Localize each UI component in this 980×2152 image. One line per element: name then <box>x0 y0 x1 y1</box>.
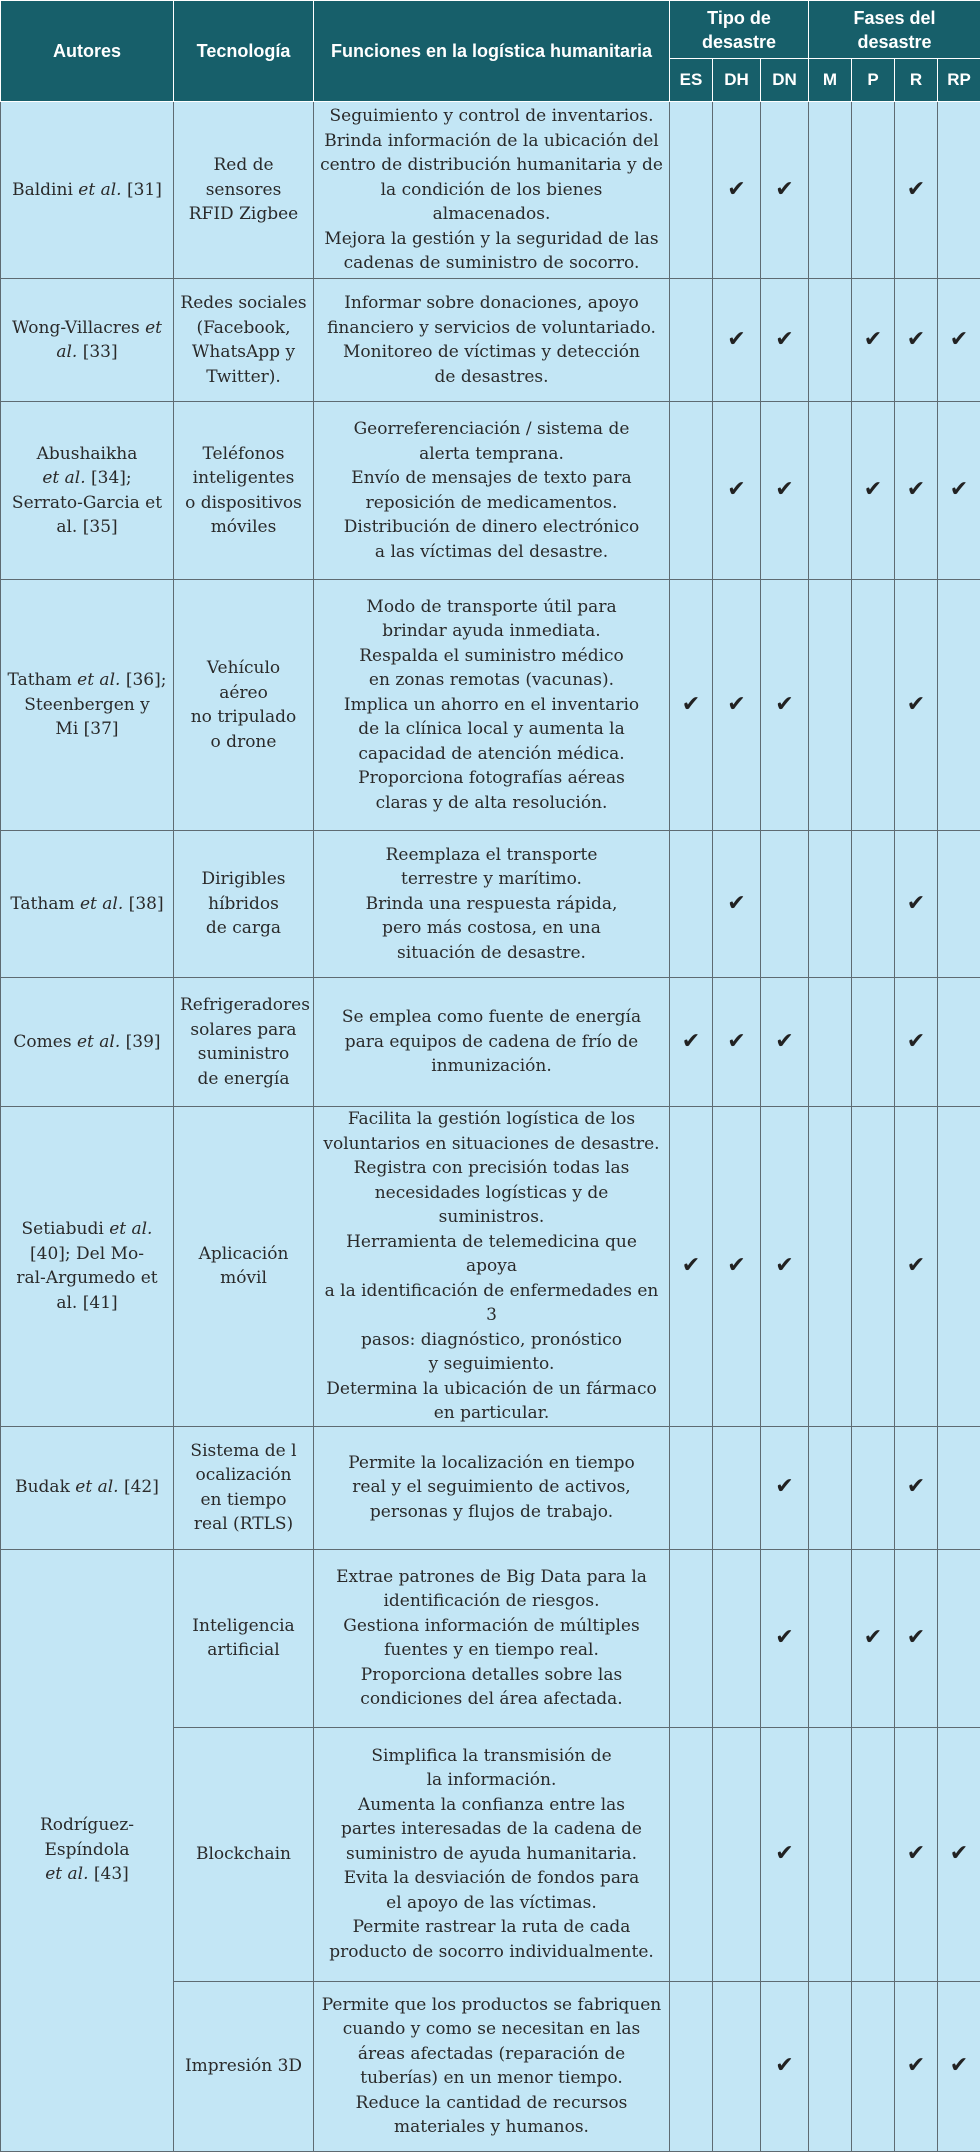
check-dn: ✔ <box>761 1727 809 1981</box>
check-m <box>809 1981 852 2151</box>
check-m <box>809 1549 852 1727</box>
table-row <box>1 978 980 1107</box>
check-dn: ✔ <box>761 279 809 402</box>
technology-cell: Dirigibles híbridos de carga <box>174 831 314 978</box>
header-fases-desastre: Fases del desastre <box>809 1 980 59</box>
check-p: ✔ <box>852 279 895 402</box>
author-etal: et al. <box>109 1219 152 1239</box>
author-cell <box>1 279 174 402</box>
functions-cell: Facilita la gestión logística de los voluntarios en situaciones de desastre. Registra con precisión todas las necesidades logísticas y de suministros. Herramienta de telemedicina que apoya a la identificación de enfermedades en 3 pasos: diagnóstico, pronóstico y seguimiento. Determina la ubicación de un fármaco en particular. <box>314 1107 670 1427</box>
check-m <box>809 279 852 402</box>
check-rp: ✔ <box>938 1981 980 2151</box>
technology-text-end: Zigbee <box>234 204 299 224</box>
check-rp <box>938 831 980 978</box>
table-header <box>1 1 980 102</box>
author-etal: et al. <box>78 180 121 200</box>
check-p <box>852 831 895 978</box>
functions-cell: Informar sobre donaciones, apoyo financiero y servicios de voluntariado. Monitoreo de víctimas y detección de desastres. <box>314 279 670 402</box>
functions-cell: Extrae patrones de Big Data para la identificación de riesgos. Gestiona información de múltiples fuentes y en tiempo real. Proporciona detalles sobre las condiciones del área afectada. <box>314 1549 670 1727</box>
author-name: Comes <box>13 1032 77 1052</box>
author-ref: [40]; Del Mo- ral-Argumedo et al. [41] <box>16 1244 157 1313</box>
check-dn: ✔ <box>761 1981 809 2151</box>
functions-cell: Georreferenciación / sistema de alerta temprana. Envío de mensajes de texto para reposición de medicamentos. Distribución de dinero electrónico a las víctimas del desastre. <box>314 402 670 580</box>
header-rp: RP <box>938 59 980 102</box>
check-r: ✔ <box>895 1727 938 1981</box>
check-r: ✔ <box>895 1107 938 1427</box>
check-m <box>809 978 852 1107</box>
check-r: ✔ <box>895 1981 938 2151</box>
author-cell <box>1 831 174 978</box>
check-dh <box>713 1549 761 1727</box>
check-p <box>852 1981 895 2151</box>
check-r: ✔ <box>895 831 938 978</box>
check-m <box>809 402 852 580</box>
check-p <box>852 1107 895 1427</box>
header-tipo-desastre: Tipo de desastre <box>670 1 809 59</box>
check-p: ✔ <box>852 402 895 580</box>
check-es: ✔ <box>670 978 713 1107</box>
check-dn: ✔ <box>761 1107 809 1427</box>
check-es <box>670 1426 713 1549</box>
check-dn: ✔ <box>761 102 809 279</box>
author-cell <box>1 1549 174 2151</box>
check-r: ✔ <box>895 402 938 580</box>
author-cell <box>1 580 174 831</box>
technology-cell: Redes sociales (Facebook, WhatsApp y Twitter). <box>174 279 314 402</box>
check-p <box>852 102 895 279</box>
check-dh: ✔ <box>713 102 761 279</box>
author-etal: et al. <box>45 1864 88 1884</box>
check-es <box>670 1981 713 2151</box>
check-m <box>809 831 852 978</box>
technology-cell: Teléfonos inteligentes o dispositivos móviles <box>174 402 314 580</box>
check-es <box>670 1727 713 1981</box>
table-row <box>1 1107 980 1427</box>
check-m <box>809 1727 852 1981</box>
check-dh <box>713 1426 761 1549</box>
author-cell <box>1 1107 174 1427</box>
author-name: Abushaikha <box>37 444 138 464</box>
technology-cell <box>174 102 314 279</box>
header-es: ES <box>670 59 713 102</box>
functions-cell: Permite la localización en tiempo real y el seguimiento de activos, personas y flujos de trabajo. <box>314 1426 670 1549</box>
author-etal: et al. <box>75 1477 118 1497</box>
check-r: ✔ <box>895 978 938 1107</box>
technology-cell <box>174 1426 314 1549</box>
check-dh <box>713 1727 761 1981</box>
check-r: ✔ <box>895 580 938 831</box>
check-es <box>670 402 713 580</box>
check-p <box>852 1727 895 1981</box>
author-etal: et al. <box>42 468 85 488</box>
technology-cell: Impresión 3D <box>174 1981 314 2151</box>
check-r: ✔ <box>895 279 938 402</box>
check-m <box>809 1426 852 1549</box>
technology-text: Red de sensores <box>206 155 282 200</box>
check-dh: ✔ <box>713 402 761 580</box>
technology-cell: Refrigeradores solares para suministro de energía <box>174 978 314 1107</box>
check-p <box>852 580 895 831</box>
author-name: Wong-Villacres <box>12 318 145 338</box>
author-cell <box>1 102 174 279</box>
table-row <box>1 831 980 978</box>
check-m <box>809 102 852 279</box>
functions-cell: Se emplea como fuente de energía para equipos de cadena de frío de inmunización. <box>314 978 670 1107</box>
author-name: Tatham <box>8 670 78 690</box>
functions-cell: Seguimiento y control de inventarios. Brinda información de la ubicación del centro de distribución humanitaria y de la condición de los bienes almacenados. Mejora la gestión y la seguridad de las cadenas de suministro de socorro. <box>314 102 670 279</box>
author-ref: [31] <box>122 180 162 200</box>
check-dn: ✔ <box>761 978 809 1107</box>
check-rp <box>938 1549 980 1727</box>
technology-cell: Blockchain <box>174 1727 314 1981</box>
check-rp: ✔ <box>938 279 980 402</box>
author-cell <box>1 402 174 580</box>
check-p <box>852 978 895 1107</box>
functions-cell: Modo de transporte útil para brindar ayuda inmediata. Respalda el suministro médico en zonas remotas (vacunas). Implica un ahorro en el inventario de la clínica local y aumenta la capacidad de atención médica. Proporciona fotografías aéreas claras y de alta resolución. <box>314 580 670 831</box>
check-es: ✔ <box>670 580 713 831</box>
header-m: M <box>809 59 852 102</box>
author-ref: [36]; Steenbergen y Mi [37] <box>24 670 166 739</box>
author-ref: [38] <box>123 894 163 914</box>
table-body <box>1 102 980 2152</box>
table-row <box>1 102 980 279</box>
author-ref: [33] <box>77 342 117 362</box>
check-dn: ✔ <box>761 580 809 831</box>
author-cell <box>1 1426 174 1549</box>
check-es <box>670 102 713 279</box>
header-dh: DH <box>713 59 761 102</box>
check-dh: ✔ <box>713 831 761 978</box>
author-ref: [39] <box>120 1032 160 1052</box>
table-row <box>1 580 980 831</box>
functions-cell: Permite que los productos se fabriquen cuando y como se necesitan en las áreas afectadas (reparación de tuberías) en un menor tiempo. Reduce la cantidad de recursos materiales y humanos. <box>314 1981 670 2151</box>
functions-cell: Simplifica la transmisión de la información. Aumenta la confianza entre las partes interesadas de la cadena de suministro de ayuda humanitaria. Evita la desviación de fondos para el apoyo de las víctimas. Permite rastrear la ruta de cada producto de socorro individualmente. <box>314 1727 670 1981</box>
check-m <box>809 580 852 831</box>
author-ref: [42] <box>119 1477 159 1497</box>
author-name: Baldini <box>12 180 78 200</box>
functions-cell: Reemplaza el transporte terrestre y marítimo. Brinda una respuesta rápida, pero más costosa, en una situación de desastre. <box>314 831 670 978</box>
check-es: ✔ <box>670 1107 713 1427</box>
check-r: ✔ <box>895 102 938 279</box>
check-rp: ✔ <box>938 402 980 580</box>
author-ref: [43] <box>88 1864 128 1884</box>
technology-acronym: RFID <box>189 204 234 224</box>
header-dn: DN <box>761 59 809 102</box>
check-dh: ✔ <box>713 580 761 831</box>
author-name: Tatham <box>10 894 80 914</box>
author-ref: [34]; Serrato-Garcia et al. [35] <box>12 468 162 537</box>
author-etal: et al. <box>77 1032 120 1052</box>
check-dh <box>713 1981 761 2151</box>
check-rp <box>938 1107 980 1427</box>
author-name: Rodríguez- Espíndola <box>40 1815 134 1860</box>
author-etal: et al. <box>56 318 162 363</box>
check-rp <box>938 580 980 831</box>
author-etal: et al. <box>77 670 120 690</box>
table-row <box>1 279 980 402</box>
check-m <box>809 1107 852 1427</box>
check-rp <box>938 102 980 279</box>
header-funciones: Funciones en la logística humanitaria <box>314 1 670 102</box>
check-rp: ✔ <box>938 1727 980 1981</box>
check-dn: ✔ <box>761 1549 809 1727</box>
technology-cell: Vehículo aéreo no tripulado o drone <box>174 580 314 831</box>
table-row <box>1 1426 980 1549</box>
author-name: Budak <box>15 1477 75 1497</box>
check-es <box>670 279 713 402</box>
author-etal: et al. <box>80 894 123 914</box>
technology-acronym: RTLS <box>240 1514 287 1534</box>
check-p <box>852 1426 895 1549</box>
technology-text-end: ) <box>286 1514 293 1534</box>
table-row <box>1 402 980 580</box>
header-r: R <box>895 59 938 102</box>
check-dn <box>761 831 809 978</box>
check-es <box>670 1549 713 1727</box>
technology-cell: Inteligencia artificial <box>174 1549 314 1727</box>
check-dh: ✔ <box>713 978 761 1107</box>
check-dh: ✔ <box>713 1107 761 1427</box>
check-dh: ✔ <box>713 279 761 402</box>
check-dn: ✔ <box>761 1426 809 1549</box>
check-p: ✔ <box>852 1549 895 1727</box>
check-es <box>670 831 713 978</box>
technology-cell: Aplicación móvil <box>174 1107 314 1427</box>
header-tecnologia: Tecnología <box>174 1 314 102</box>
author-cell <box>1 978 174 1107</box>
check-r: ✔ <box>895 1426 938 1549</box>
table-row <box>1 1549 980 1727</box>
check-rp <box>938 978 980 1107</box>
check-dn: ✔ <box>761 402 809 580</box>
check-r: ✔ <box>895 1549 938 1727</box>
header-autores: Autores <box>1 1 174 102</box>
check-rp <box>938 1426 980 1549</box>
technology-text: Sistema de l ocalización en tiempo real ( <box>190 1441 296 1535</box>
header-p: P <box>852 59 895 102</box>
author-name: Setiabudi <box>22 1219 110 1239</box>
